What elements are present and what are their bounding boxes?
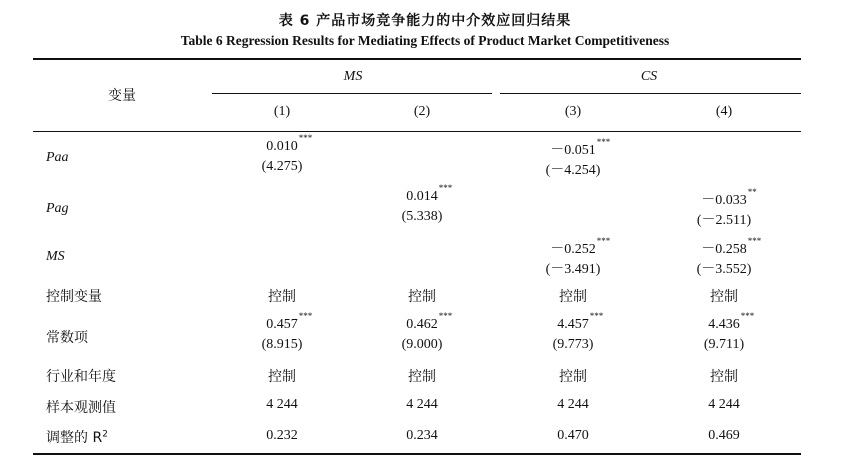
row-label-pag: Pag xyxy=(46,201,69,216)
group-rule-cs xyxy=(500,93,801,94)
group-rule-ms xyxy=(212,93,492,94)
row-label-adj-r2: 调整的 $R^2$ xyxy=(46,429,108,446)
header-col-4: (4) xyxy=(715,104,733,119)
ms-col3-tstat: (－3.491) xyxy=(545,262,601,277)
constant-col1-tstat: (8.915) xyxy=(261,337,303,352)
constant-col4-tstat: (9.711) xyxy=(703,337,745,352)
row-label-constant: 常数项 xyxy=(46,330,88,346)
industry-year-col3: 控制 xyxy=(559,369,587,385)
constant-col2-tstat: (9.000) xyxy=(401,337,443,352)
controls-col3: 控制 xyxy=(559,289,587,305)
observations-col2: 4 244 xyxy=(406,397,438,412)
ms-col4-tstat: (－3.552) xyxy=(696,262,752,277)
constant-col1-coef: 0.457 *** xyxy=(266,311,313,332)
pag-col2-tstat: (5.338) xyxy=(401,209,443,224)
header-variable-label: 变量 xyxy=(108,88,136,104)
bottom-rule xyxy=(33,453,801,455)
controls-col1: 控制 xyxy=(268,289,296,305)
row-label-controls: 控制变量 xyxy=(46,289,102,305)
constant-col4-coef: 4.436 *** xyxy=(708,311,755,332)
paa-col1-coef: 0.010 *** xyxy=(266,133,313,154)
pag-col4-tstat: (－2.511) xyxy=(696,213,752,228)
constant-col3-coef: 4.457 *** xyxy=(557,311,604,332)
pag-col4-coef: －0.033 ** xyxy=(701,187,757,208)
paa-col3-tstat: (－4.254) xyxy=(545,163,601,178)
adj-r2-col3: 0.470 xyxy=(557,428,589,443)
ms-col4-coef: －0.258 *** xyxy=(701,236,762,257)
observations-col1: 4 244 xyxy=(266,397,298,412)
ms-col3-coef: －0.252 *** xyxy=(550,236,611,257)
top-rule xyxy=(33,58,801,60)
adj-r2-col4: 0.469 xyxy=(708,428,740,443)
row-label-ms: MS xyxy=(46,249,65,264)
observations-col4: 4 244 xyxy=(708,397,740,412)
table-title-cn: 表 6 产品市场竞争能力的中介效应回归结果 xyxy=(278,13,572,29)
row-label-industry-year: 行业和年度 xyxy=(46,369,116,385)
header-group-ms: MS xyxy=(343,69,363,84)
controls-col4: 控制 xyxy=(710,289,738,305)
table-title-en: Table 6 Regression Results for Mediating Effects of Product Market Competitiveness xyxy=(180,33,670,48)
paa-col1-tstat: (4.275) xyxy=(261,159,303,174)
header-group-cs: CS xyxy=(640,69,658,84)
header-bottom-rule xyxy=(33,131,801,132)
industry-year-col1: 控制 xyxy=(268,369,296,385)
pag-col2-coef: 0.014 *** xyxy=(406,183,453,204)
header-col-2: (2) xyxy=(413,104,431,119)
industry-year-col4: 控制 xyxy=(710,369,738,385)
paa-col3-coef: －0.051 *** xyxy=(550,137,611,158)
observations-col3: 4 244 xyxy=(557,397,589,412)
controls-col2: 控制 xyxy=(408,289,436,305)
row-label-paa: Paa xyxy=(46,150,69,165)
header-col-3: (3) xyxy=(564,104,582,119)
row-label-observations: 样本观测值 xyxy=(46,400,116,416)
constant-col2-coef: 0.462 *** xyxy=(406,311,453,332)
header-col-1: (1) xyxy=(273,104,291,119)
adj-r2-col1: 0.232 xyxy=(266,428,298,443)
adj-r2-col2: 0.234 xyxy=(406,428,438,443)
constant-col3-tstat: (9.773) xyxy=(552,337,594,352)
industry-year-col2: 控制 xyxy=(408,369,436,385)
